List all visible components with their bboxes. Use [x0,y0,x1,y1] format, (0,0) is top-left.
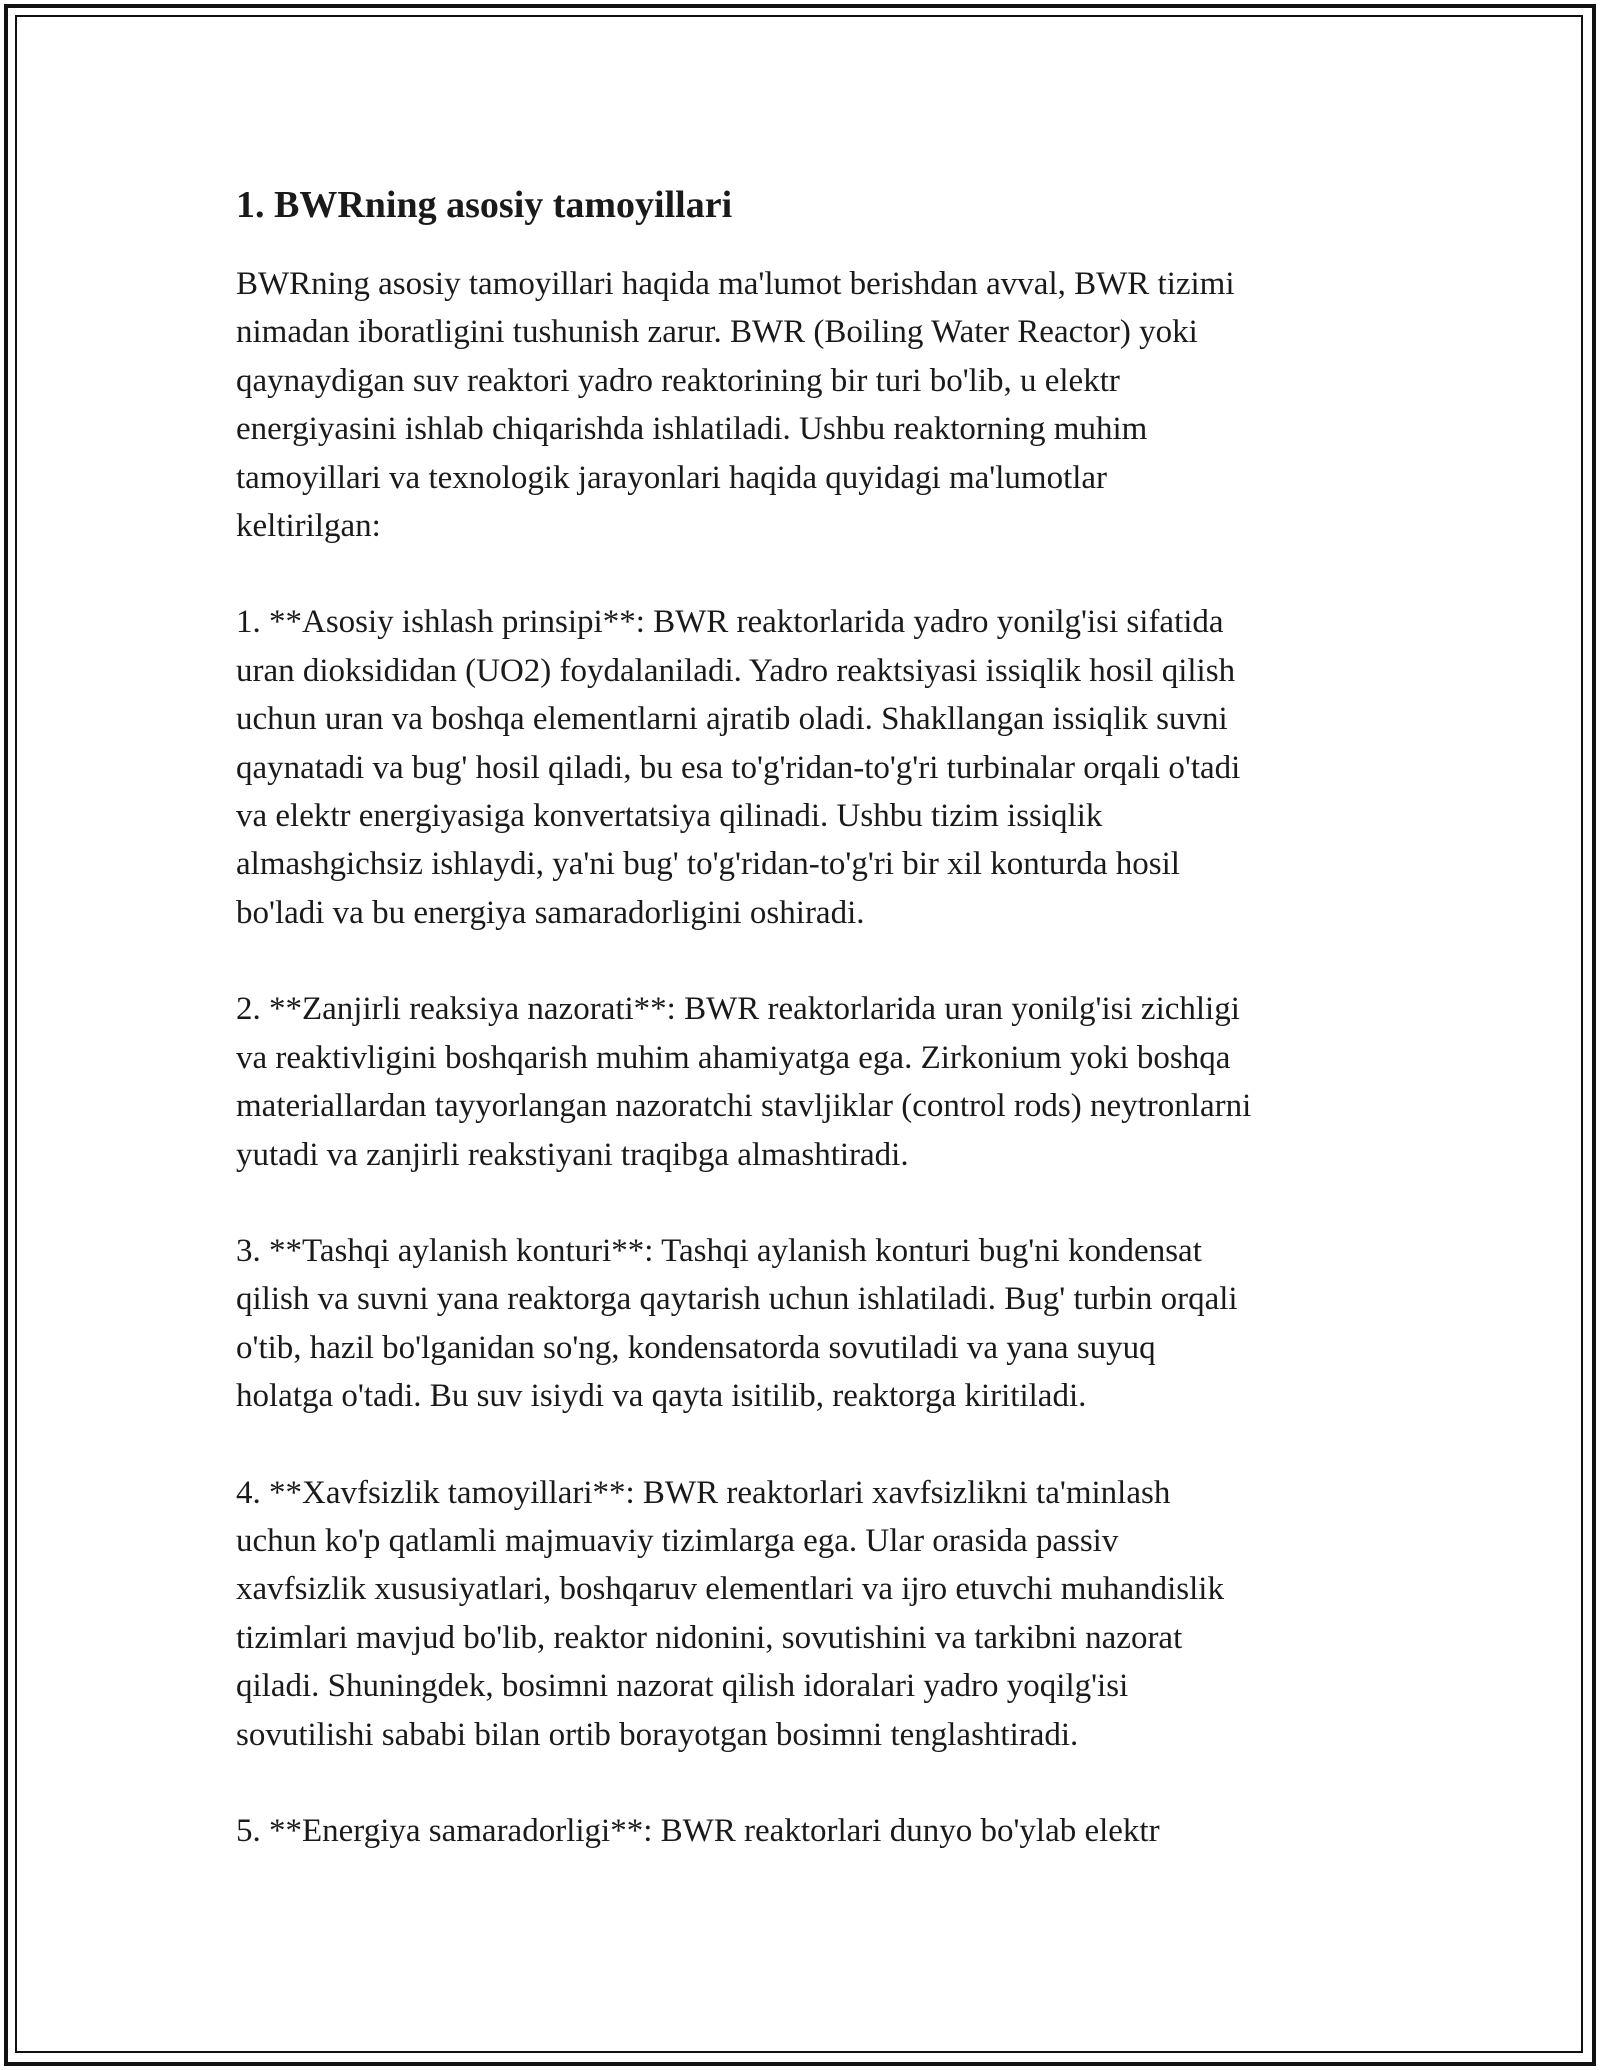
intro-paragraph [236,260,1386,550]
text-line: 1. **Asosiy ishlash prinsipi**: BWR reaktorlarida yadro yonilg'isi sifatida [236,604,1224,641]
list-item-paragraph [236,598,1386,937]
text-line: materiallardan tayyorlangan nazoratchi stavljiklar (control rods) neytronlarni [236,1088,1252,1125]
list-item-paragraph [236,985,1386,1179]
text-line: va reaktivligini boshqarish muhim ahamiyatga ega. Zirkonium yoki boshqa [236,1039,1231,1076]
text-line: xavfsizlik xususiyatlari, boshqaruv elementlari va ijro etuvchi muhandislik [236,1571,1224,1608]
document-title: 1. BWRning asosiy tamoyillari [236,184,733,226]
list-item-paragraph [236,1227,1386,1421]
list-item-paragraph [236,1807,1386,1855]
text-line: 5. **Energiya samaradorligi**: BWR reaktorlari dunyo bo'ylab elektr [236,1812,1160,1849]
text-line: qaynaydigan suv reaktori yadro reaktorining bir turi bo'lib, u elektr [236,362,1120,399]
list-item-paragraph [236,1469,1386,1759]
text-line: tamoyillari va texnologik jarayonlari haqida quyidagi ma'lumotlar [236,459,1108,496]
text-line: qaynatadi va bug' hosil qiladi, bu esa to'g'ridan-to'g'ri turbinalar orqali o'tadi [236,749,1241,786]
text-line: yutadi va zanjirli reakstiyani traqibga almashtiradi. [236,1136,909,1173]
text-line: 3. **Tashqi aylanish konturi**: Tashqi aylanish konturi bug'ni kondensat [236,1232,1202,1269]
text-line: o'tib, hazil bo'lganidan so'ng, kondensatorda sovutiladi va yana suyuq [236,1329,1156,1366]
text-line: qiladi. Shuningdek, bosimni nazorat qilish idoralari yadro yoqilg'isi [236,1668,1129,1705]
text-line: uchun ko'p qatlamli majmuaviy tizimlarga ega. Ular orasida passiv [236,1522,1119,1559]
text-line: almashgichsiz ishlaydi, ya'ni bug' to'g'ridan-to'g'ri bir xil konturda hosil [236,846,1180,883]
text-line: energiyasini ishlab chiqarishda ishlatiladi. Ushbu reaktorning muhim [236,411,1148,448]
text-line: bo'ladi va bu energiya samaradorligini oshiradi. [236,894,865,931]
text-line: tizimlari mavjud bo'lib, reaktor nidonini, sovutishini va tarkibni nazorat [236,1619,1183,1656]
text-line: nimadan iboratligini tushunish zarur. BWR (Boiling Water Reactor) yoki [236,314,1198,351]
document-body [236,178,1386,1903]
text-line: sovutilishi sababi bilan ortib borayotgan bosimni tenglashtiradi. [236,1716,1079,1753]
text-line: keltirilgan: [236,508,381,545]
text-line: va elektr energiyasiga konvertatsiya qilinadi. Ushbu tizim issiqlik [236,798,1103,835]
text-line: holatga o'tadi. Bu suv isiydi va qayta isitilib, reaktorga kiritiladi. [236,1378,1087,1415]
text-line: uran dioksididan (UO2) foydalaniladi. Yadro reaktsiyasi issiqlik hosil qilish [236,652,1236,689]
text-line: BWRning asosiy tamoyillari haqida ma'lumot berishdan avval, BWR tizimi [236,266,1235,302]
text-line: 2. **Zanjirli reaksiya nazorati**: BWR reaktorlarida uran yonilg'isi zichligi [236,991,1240,1028]
text-line: uchun uran va boshqa elementlarni ajratib oladi. Shakllangan issiqlik suvni [236,701,1228,738]
text-line: 4. **Xavfsizlik tamoyillari**: BWR reaktorlari xavfsizlikni ta'minlash [236,1474,1171,1511]
text-line: qilish va suvni yana reaktorga qaytarish uchun ishlatiladi. Bug' turbin orqali [236,1281,1238,1318]
